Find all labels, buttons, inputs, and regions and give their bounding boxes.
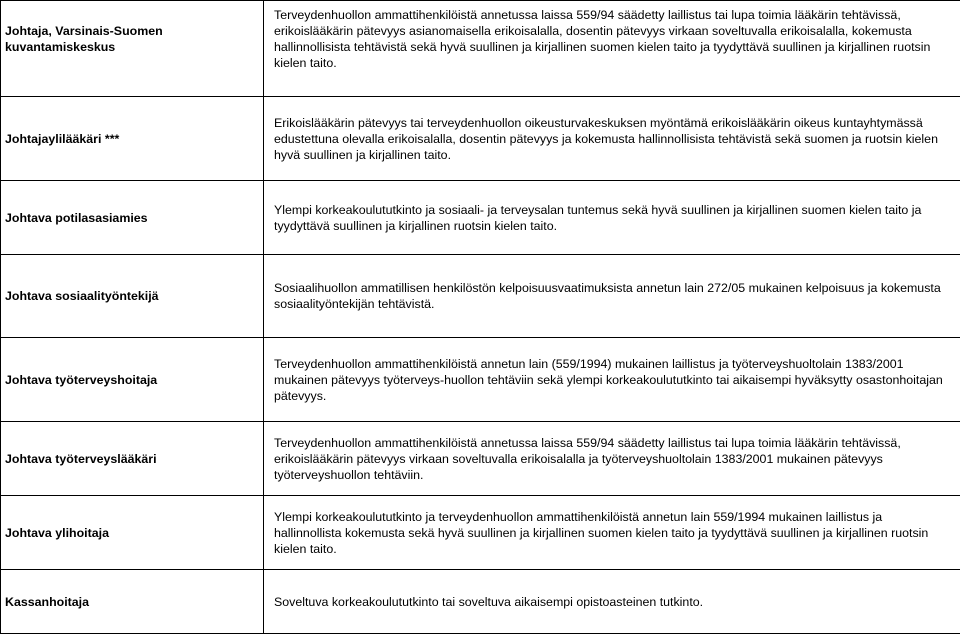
qualification-description: Sosiaalihuollon ammatillisen henkilöstön kelpoisuusvaatimuksista annetun lain 272/05 mukainen kelpoisuus ja kokemusta sosiaalityöntekijän tehtävistä. xyxy=(264,255,960,338)
position-title: Kassanhoitaja xyxy=(1,570,264,634)
qualification-description: Soveltuva korkeakoulututkinto tai soveltuva aikaisempi opistoasteinen tutkinto. xyxy=(264,570,960,634)
position-title: Johtava potilasasiamies xyxy=(1,181,264,255)
table-row xyxy=(1,255,960,338)
qualification-description: Terveydenhuollon ammattihenkilöistä annetussa laissa 559/94 säädetty laillistus tai lupa toimia lääkärin tehtävissä, erikoislääkärin pätevyys asianomaisella erikoisalalla, dosentin pätevyys virkaan soveltuvalla erikoisalalla, kokemusta hallinnollisista tehtävistä sekä hyvä suullinen ja kirjallinen suomen kielen taito ja tyydyttävä suullinen ja kirjallinen ruotsin kielen taito. xyxy=(264,1,960,97)
qualification-description: Terveydenhuollon ammattihenkilöistä annetussa laissa 559/94 säädetty laillistus tai lupa toimia lääkärin tehtävissä, erikoislääkärin pätevyys virkaan soveltuvalla erikoisalalla ja työterveyshuoltolain 1383/2001 mukainen pätevyys työterveyshuollon tehtäviin. xyxy=(264,422,960,496)
qualification-description: Terveydenhuollon ammattihenkilöistä annetun lain (559/1994) mukainen laillistus ja työterveyshuoltolain 1383/2001 mukainen pätevyys työterveys-huollon tehtäviin sekä ylempi korkeakoulututkinto tai aikaisempi hyväksytty osastonhoitajan pätevyys. xyxy=(264,338,960,422)
position-title: Johtava työterveyslääkäri xyxy=(1,422,264,496)
table-row xyxy=(1,570,960,634)
table-row xyxy=(1,422,960,496)
table-row xyxy=(1,1,960,97)
position-title: Johtajaylilääkäri *** xyxy=(1,97,264,181)
qualification-description: Ylempi korkeakoulututkinto ja sosiaali- ja terveysalan tuntemus sekä hyvä suullinen ja kirjallinen suomen kielen taito ja tyydyttävä suullinen ja kirjallinen ruotsin kielen taito. xyxy=(264,181,960,255)
table-row xyxy=(1,97,960,181)
position-title: Johtaja, Varsinais-Suomen kuvantamiskeskus xyxy=(1,1,264,97)
table-row xyxy=(1,496,960,570)
position-title: Johtava työterveyshoitaja xyxy=(1,338,264,422)
position-title: Johtava ylihoitaja xyxy=(1,496,264,570)
table-row xyxy=(1,338,960,422)
qualification-description: Erikoislääkärin pätevyys tai terveydenhuollon oikeusturvakeskuksen myöntämä erikoislääkärin oikeus kuntayhtymässä edustettuna olevalla erikoisalalla, dosentin pätevyys ja kokemusta hallinnollisista tehtävistä sekä suomen ja ruotsin kielen hyvä suullinen ja kirjallinen taito. xyxy=(264,97,960,181)
position-title: Johtava sosiaalityöntekijä xyxy=(1,255,264,338)
table-row xyxy=(1,181,960,255)
qualification-description: Ylempi korkeakoulututkinto ja terveydenhuollon ammattihenkilöistä annetun lain 559/1994 mukainen laillistus ja hallinnollista kokemusta sekä hyvä suullinen ja kirjallinen suomen kielen taito ja tyydyttävä suullinen ja kirjallinen ruotsin kielen taito. xyxy=(264,496,960,570)
